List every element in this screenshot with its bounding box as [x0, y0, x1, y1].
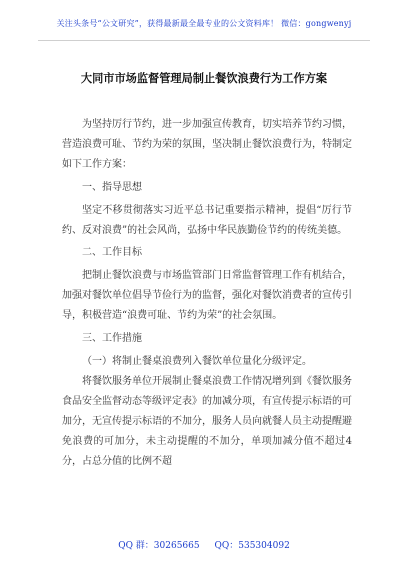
- document-title: 大同市市场监督管理局制止餐饮浪费行为工作方案: [80, 72, 328, 85]
- work-goals-paragraph: 把制止餐饮浪费与市场监管部门日常监督管理工作有机结合，加强对餐饮单位倡导节俭行为的监督，强化对餐饮消费者的宣传引导，积极营造“浪费可耻、节约为荣”的社会氛围。: [62, 270, 352, 322]
- footer-qq-group: QQ 群：30265665: [118, 541, 200, 551]
- header-divider: [38, 40, 370, 41]
- page-header-banner: 关注头条号“公文研究”，获得最新最全最专业的公文资料库！ 微信：gongwenyj: [56, 19, 352, 28]
- footer-qq: QQ：535304092: [214, 541, 290, 551]
- measure-1-paragraph: 将餐饮服务单位开展制止餐桌浪费工作情况增列到《餐饮服务食品安全监督动态等级评定表》的加减分项，有宣传提示标语的可加分，无宣传提示标语的不加分，服务人员向就餐人员主动提醒避免浪费的可加分，未主动提醒的不加分，单项加减分值不超过4分，占总分值的比例不超: [62, 375, 352, 467]
- intro-paragraph: 为坚持厉行节约，进一步加强宣传教育，切实培养节约习惯，营造浪费可耻、节约为荣的氛围，坚决制止餐饮浪费行为，特制定如下工作方案：: [62, 119, 352, 170]
- page-footer: [0, 538, 408, 551]
- guiding-ideology-paragraph: 坚定不移贯彻落实习近平总书记重要指示精神，提倡“厉行节约、反对浪费”的社会风尚，弘扬中华民族勤俭节约的传统美德。: [62, 204, 352, 236]
- section-heading-work-measures: 三、工作措施: [82, 333, 142, 345]
- document-body: [62, 115, 352, 471]
- measure-subheading-1: （一）将制止餐桌浪费列入餐饮单位量化分级评定。: [82, 355, 312, 367]
- section-heading-work-goals: 二、工作目标: [82, 247, 142, 259]
- section-heading-guiding-ideology: 一、指导思想: [82, 181, 142, 193]
